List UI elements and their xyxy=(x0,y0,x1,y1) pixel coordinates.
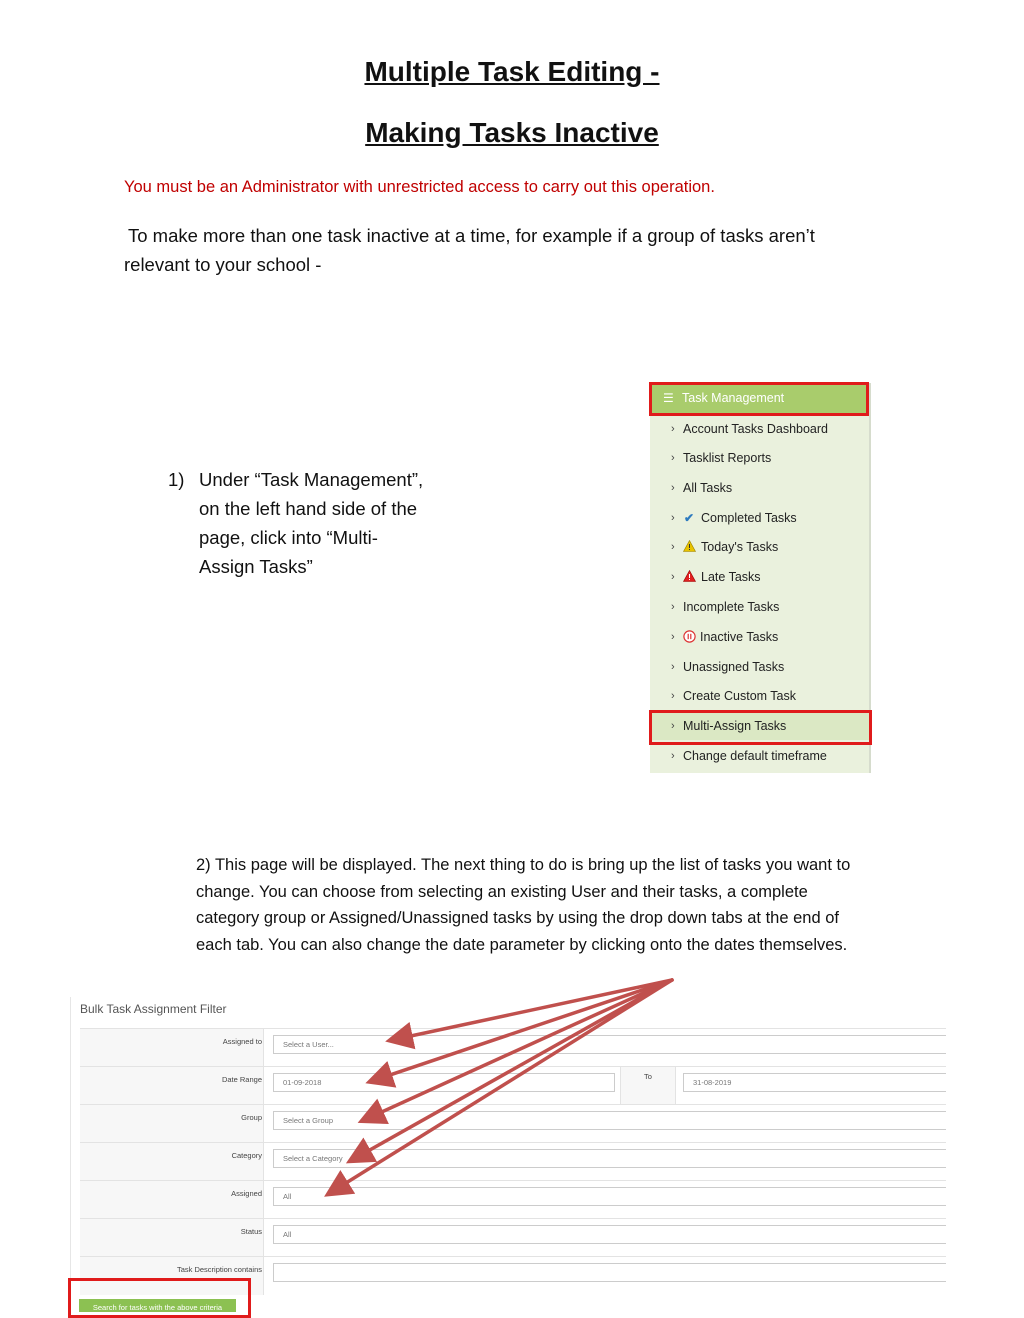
date-from-input[interactable]: 01-09-2018 xyxy=(273,1073,615,1092)
menu-item-label: Change default timeframe xyxy=(683,749,827,763)
menu-item-label: Tasklist Reports xyxy=(683,451,772,465)
assigned-select[interactable]: All xyxy=(273,1187,946,1206)
menu-item-create-custom-task[interactable] xyxy=(650,682,869,710)
menu-item-todays-tasks[interactable] xyxy=(650,533,869,561)
assigned-row xyxy=(80,1180,946,1219)
date-range-label: Date Range xyxy=(80,1067,264,1105)
status-select[interactable]: All xyxy=(273,1225,946,1244)
menu-item-change-default-timeframe[interactable] xyxy=(650,742,869,770)
check-icon: ✔ xyxy=(683,511,695,525)
document-title-line2: Making Tasks Inactive xyxy=(365,117,659,148)
menu-item-all-tasks[interactable] xyxy=(650,474,869,502)
pause-icon xyxy=(682,623,696,651)
menu-item-label: All Tasks xyxy=(683,481,733,495)
document-title-line1: Multiple Task Editing - xyxy=(364,56,660,87)
filter-title: Bulk Task Assignment Filter xyxy=(80,1002,227,1016)
step-1-text: Under “Task Management”, on the left hand side of the page, click into “Multi-Assign Tasks” xyxy=(199,469,424,577)
step-1-number: 1) xyxy=(168,469,185,490)
assigned-to-select[interactable]: Select a User... xyxy=(273,1035,946,1054)
menu-item-label: Multi-Assign Tasks xyxy=(683,719,787,733)
menu-item-label: Incomplete Tasks xyxy=(683,600,780,614)
warning-red-icon xyxy=(682,563,696,591)
assigned-label: Assigned xyxy=(80,1181,264,1219)
menu-item-label: Account Tasks Dashboard xyxy=(683,422,828,436)
admin-warning: You must be an Administrator with unrestricted access to carry out this operation. xyxy=(124,178,715,196)
date-range-row xyxy=(80,1066,946,1105)
category-label: Category xyxy=(80,1143,264,1181)
category-row xyxy=(80,1142,946,1181)
intro-paragraph: To make more than one task inactive at a time, for example if a group of tasks aren’t relevant to your school - xyxy=(124,225,815,275)
step-2-text: 2) This page will be displayed. The next thing to do is bring up the list of tasks you want to change. You can choose from selecting an existing User and their tasks, a complete category group or Assigned/Unassigned tasks by using the drop down tabs at the end of each tab. You can also change the date parameter by clicking onto the dates themselves. xyxy=(196,856,851,954)
menu-item-account-tasks-dashboard[interactable] xyxy=(650,415,869,443)
task-management-header-label: Task Management xyxy=(682,391,785,405)
chevron-right-icon: › xyxy=(671,541,675,553)
menu-item-unassigned-tasks[interactable] xyxy=(650,653,869,681)
assigned-to-label: Assigned to xyxy=(80,1029,264,1067)
highlight-box-multi-assign xyxy=(649,710,872,745)
menu-item-inactive-tasks[interactable] xyxy=(650,623,869,651)
chevron-right-icon: › xyxy=(671,423,675,435)
chevron-right-icon: › xyxy=(671,571,675,583)
menu-item-label: Create Custom Task xyxy=(683,689,797,703)
chevron-right-icon: › xyxy=(671,720,675,732)
menu-item-label: Inactive Tasks xyxy=(700,630,779,644)
warning-yellow-icon xyxy=(682,533,696,561)
search-tasks-button[interactable]: Search for tasks with the above criteria xyxy=(79,1299,236,1312)
chevron-right-icon: › xyxy=(671,601,675,613)
group-label: Group xyxy=(80,1105,264,1143)
chevron-right-icon: › xyxy=(671,661,675,673)
menu-item-incomplete-tasks[interactable] xyxy=(650,593,869,621)
group-select[interactable]: Select a Group xyxy=(273,1111,946,1130)
menu-item-tasklist-reports[interactable] xyxy=(650,444,869,472)
chevron-right-icon: › xyxy=(671,452,675,464)
step-1 xyxy=(168,465,438,581)
menu-item-late-tasks[interactable] xyxy=(650,563,869,591)
chevron-right-icon: › xyxy=(671,690,675,702)
menu-item-label: Today's Tasks xyxy=(701,540,779,554)
description-input[interactable] xyxy=(273,1263,946,1282)
chevron-right-icon: › xyxy=(671,631,675,643)
category-select[interactable]: Select a Category xyxy=(273,1149,946,1168)
highlight-box-search-button xyxy=(68,1278,251,1318)
list-icon: ☰ xyxy=(663,391,674,405)
menu-item-label: Completed Tasks xyxy=(701,511,797,525)
chevron-right-icon: › xyxy=(671,482,675,494)
description-label: Task Description contains xyxy=(80,1257,264,1295)
status-row xyxy=(80,1218,946,1257)
highlight-box-task-management xyxy=(649,382,869,416)
group-row xyxy=(80,1104,946,1143)
chevron-right-icon: › xyxy=(671,750,675,762)
date-to-label: To xyxy=(620,1067,676,1105)
status-label: Status xyxy=(80,1219,264,1257)
menu-item-label: Unassigned Tasks xyxy=(683,660,785,674)
date-to-input[interactable]: 31-08-2019 xyxy=(683,1073,946,1092)
assigned-to-row xyxy=(80,1028,946,1067)
menu-item-label: Late Tasks xyxy=(701,570,761,584)
chevron-right-icon: › xyxy=(671,512,675,524)
bulk-task-filter-form xyxy=(70,997,946,1312)
menu-item-completed-tasks[interactable] xyxy=(650,504,869,532)
